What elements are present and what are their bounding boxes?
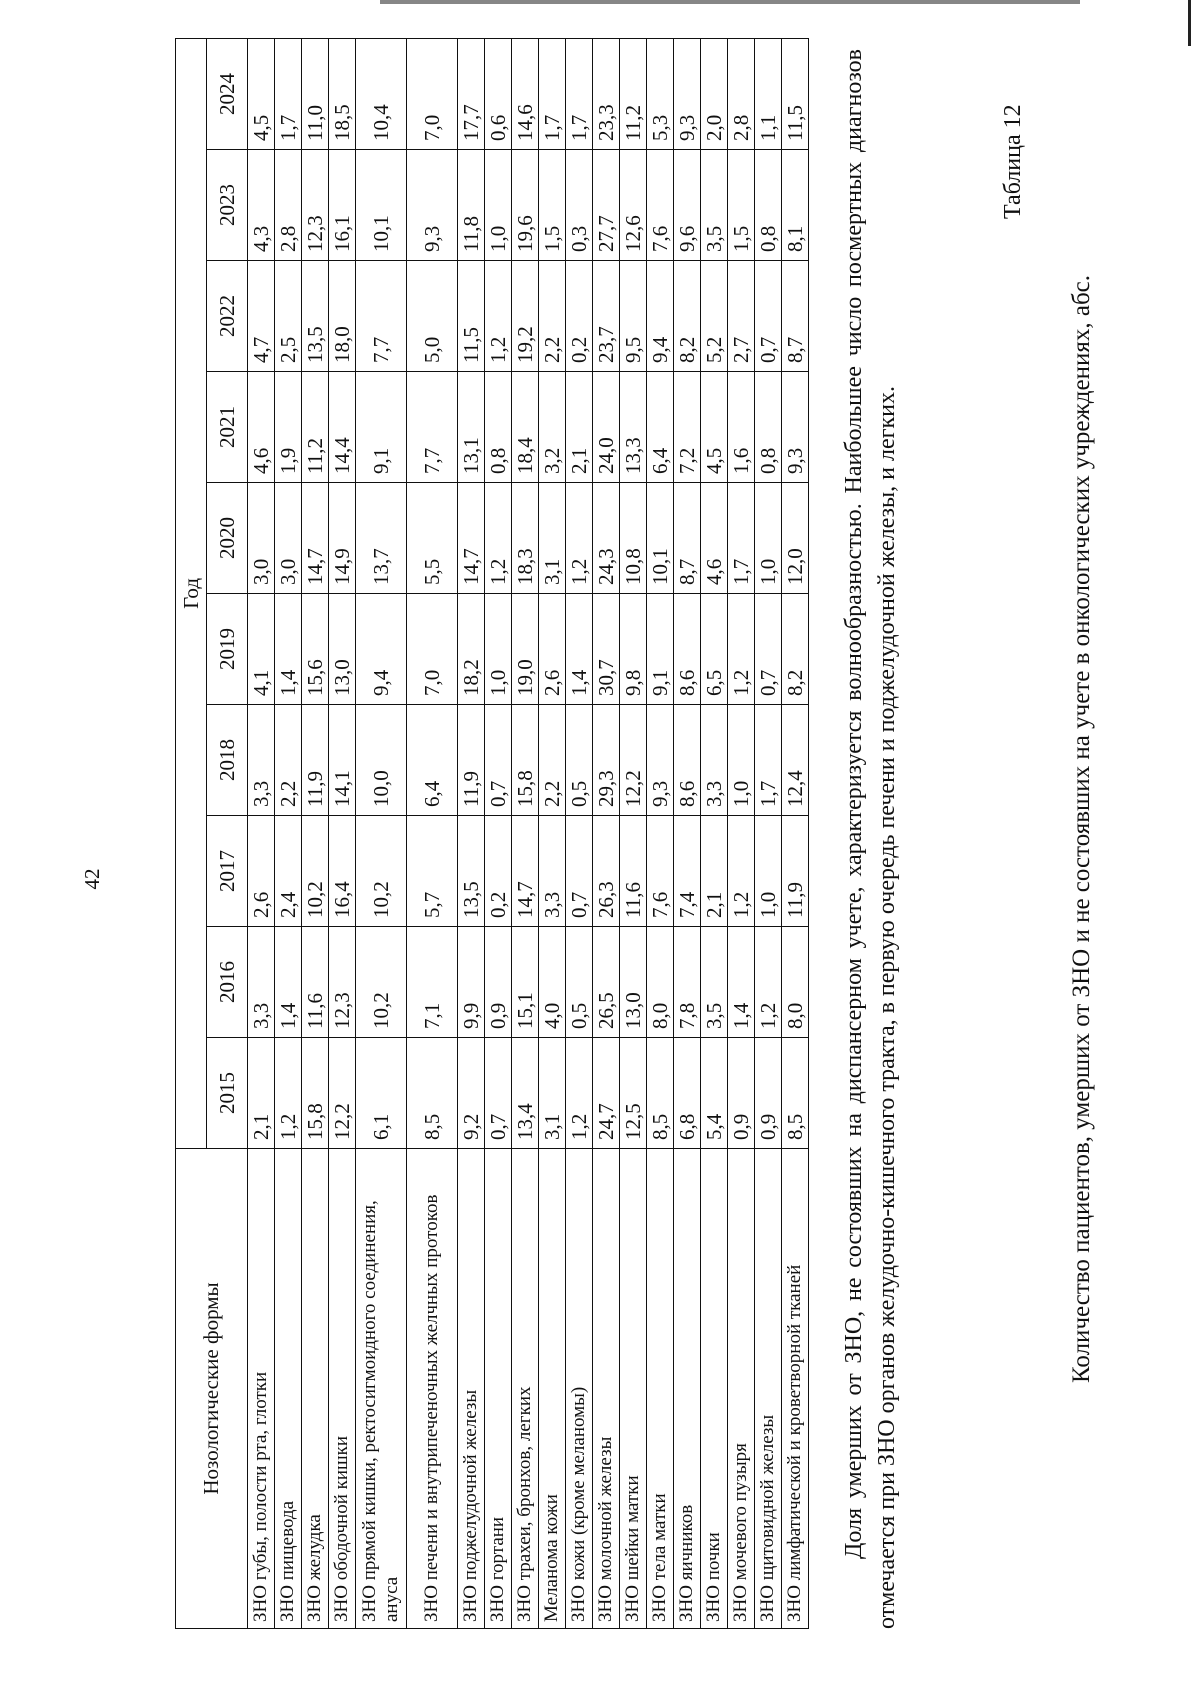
table-cell-2017: 7,4 <box>674 816 701 927</box>
table-cell-2023: 7,6 <box>647 150 674 261</box>
table-cell-2022: 7,7 <box>356 261 407 372</box>
table-cell-2021: 3,2 <box>539 372 566 483</box>
table-cell-2023: 9,3 <box>407 150 458 261</box>
table-cell-2015: 2,1 <box>248 1038 275 1149</box>
row-label: Меланома кожи <box>539 1149 566 1629</box>
header-year-2017: 2017 <box>207 816 248 927</box>
table-cell-2018: 0,5 <box>566 705 593 816</box>
table-cell-2016: 8,0 <box>782 927 809 1038</box>
table-cell-2016: 1,4 <box>275 927 302 1038</box>
row-label: ЗНО желудка <box>302 1149 329 1629</box>
table-cell-2015: 8,5 <box>782 1038 809 1149</box>
table-cell-2018: 10,0 <box>356 705 407 816</box>
table-cell-2020: 18,3 <box>512 483 539 594</box>
table-cell-2018: 1,0 <box>728 705 755 816</box>
table-cell-2015: 0,9 <box>728 1038 755 1149</box>
table-cell-2023: 0,8 <box>755 150 782 261</box>
row-label: ЗНО яичников <box>674 1149 701 1629</box>
table-row <box>512 38 539 1628</box>
table-cell-2023: 1,5 <box>728 150 755 261</box>
table-cell-2017: 10,2 <box>302 816 329 927</box>
table-cell-2023: 12,3 <box>302 150 329 261</box>
table-cell-2022: 8,2 <box>674 261 701 372</box>
table-caption: Количество пациентов, умерших от ЗНО и не состоявших на учете в онкологических учреждениях, абс. <box>1068 274 1095 1384</box>
table-cell-2015: 8,5 <box>647 1038 674 1149</box>
table-cell-2017: 2,6 <box>248 816 275 927</box>
table-cell-2020: 1,2 <box>566 483 593 594</box>
table-cell-2023: 2,8 <box>275 150 302 261</box>
table-cell-2022: 2,7 <box>728 261 755 372</box>
table-cell-2024: 2,0 <box>701 38 728 149</box>
body-paragraph: Доля умерших от ЗНО, не состоявших на диспансерном учете, характеризуется волнообразностью. Наибольшее число посмертных диагнозов отмечается при ЗНО органов желудочно-кишечного тракта, в первую очередь печени и поджелудочной железы, и легких. <box>841 49 900 1629</box>
table-cell-2021: 14,4 <box>329 372 356 483</box>
header-year-2020: 2020 <box>207 483 248 594</box>
table-cell-2017: 0,2 <box>485 816 512 927</box>
table-cell-2024: 2,8 <box>728 38 755 149</box>
row-label: ЗНО пищевода <box>275 1149 302 1629</box>
table-row <box>593 38 620 1628</box>
table-cell-2018: 12,2 <box>620 705 647 816</box>
row-label: ЗНО губы, полости рта, глотки <box>248 1149 275 1629</box>
table-cell-2017: 5,7 <box>407 816 458 927</box>
table-row <box>356 38 407 1628</box>
table-cell-2023: 3,5 <box>701 150 728 261</box>
table-cell-2017: 10,2 <box>356 816 407 927</box>
table-cell-2022: 0,7 <box>755 261 782 372</box>
table-cell-2016: 11,6 <box>302 927 329 1038</box>
table-cell-2019: 9,1 <box>647 594 674 705</box>
table-cell-2021: 18,4 <box>512 372 539 483</box>
table-cell-2016: 7,8 <box>674 927 701 1038</box>
table-cell-2016: 10,2 <box>356 927 407 1038</box>
table-cell-2016: 1,4 <box>728 927 755 1038</box>
table-cell-2018: 6,4 <box>407 705 458 816</box>
row-label: ЗНО ободочной кишки <box>329 1149 356 1629</box>
table-cell-2015: 1,2 <box>566 1038 593 1149</box>
table-cell-2022: 13,5 <box>302 261 329 372</box>
table-cell-2020: 1,7 <box>728 483 755 594</box>
table-cell-2018: 11,9 <box>458 705 485 816</box>
table-cell-2018: 9,3 <box>647 705 674 816</box>
table-cell-2019: 1,2 <box>728 594 755 705</box>
table-cell-2016: 3,5 <box>701 927 728 1038</box>
table-cell-2019: 0,7 <box>755 594 782 705</box>
table-row <box>782 38 809 1628</box>
table-cell-2017: 16,4 <box>329 816 356 927</box>
table-cell-2016: 8,0 <box>647 927 674 1038</box>
table-cell-2024: 0,6 <box>485 38 512 149</box>
table-cell-2018: 8,6 <box>674 705 701 816</box>
row-label: ЗНО трахеи, бронхов, легких <box>512 1149 539 1629</box>
table-cell-2016: 15,1 <box>512 927 539 1038</box>
table-cell-2024: 1,7 <box>275 38 302 149</box>
row-label: ЗНО щитовидной железы <box>755 1149 782 1629</box>
row-label: ЗНО гортани <box>485 1149 512 1629</box>
header-year-2022: 2022 <box>207 261 248 372</box>
table-cell-2023: 9,6 <box>674 150 701 261</box>
table-cell-2020: 12,0 <box>782 483 809 594</box>
table-cell-2017: 13,5 <box>458 816 485 927</box>
table-cell-2016: 0,5 <box>566 927 593 1038</box>
table-cell-2022: 11,5 <box>458 261 485 372</box>
table-cell-2018: 0,7 <box>485 705 512 816</box>
table-cell-2020: 14,9 <box>329 483 356 594</box>
table-cell-2019: 7,0 <box>407 594 458 705</box>
table-cell-2020: 3,0 <box>275 483 302 594</box>
table-cell-2024: 5,3 <box>647 38 674 149</box>
table-cell-2017: 2,4 <box>275 816 302 927</box>
table-cell-2020: 3,0 <box>248 483 275 594</box>
table-cell-2022: 5,0 <box>407 261 458 372</box>
table-cell-2015: 5,4 <box>701 1038 728 1149</box>
mortality-share-table <box>175 38 809 1629</box>
table-cell-2019: 8,2 <box>782 594 809 705</box>
row-label: ЗНО кожи (кроме меланомы) <box>566 1149 593 1629</box>
table-cell-2016: 3,3 <box>248 927 275 1038</box>
table-cell-2024: 11,2 <box>620 38 647 149</box>
table-cell-2022: 19,2 <box>512 261 539 372</box>
table-cell-2016: 7,1 <box>407 927 458 1038</box>
table-cell-2018: 3,3 <box>248 705 275 816</box>
table-cell-2023: 11,8 <box>458 150 485 261</box>
header-year-2024: 2024 <box>207 38 248 149</box>
header-year-2021: 2021 <box>207 372 248 483</box>
table-cell-2020: 14,7 <box>302 483 329 594</box>
table-row <box>728 38 755 1628</box>
table-cell-2024: 14,6 <box>512 38 539 149</box>
table-cell-2021: 4,5 <box>701 372 728 483</box>
table-cell-2022: 2,5 <box>275 261 302 372</box>
table-cell-2015: 0,9 <box>755 1038 782 1149</box>
table-cell-2015: 15,8 <box>302 1038 329 1149</box>
table-cell-2021: 2,1 <box>566 372 593 483</box>
table-cell-2015: 3,1 <box>539 1038 566 1149</box>
table-row <box>620 38 647 1628</box>
table-cell-2021: 7,2 <box>674 372 701 483</box>
table-cell-2015: 1,2 <box>275 1038 302 1149</box>
table-cell-2023: 8,1 <box>782 150 809 261</box>
table-row <box>485 38 512 1628</box>
table-cell-2022: 2,2 <box>539 261 566 372</box>
table-cell-2015: 12,5 <box>620 1038 647 1149</box>
table-row <box>674 38 701 1628</box>
table-cell-2015: 0,7 <box>485 1038 512 1149</box>
table-cell-2022: 5,2 <box>701 261 728 372</box>
table-cell-2021: 4,6 <box>248 372 275 483</box>
table-cell-2022: 0,2 <box>566 261 593 372</box>
table-cell-2024: 11,0 <box>302 38 329 149</box>
table-cell-2016: 4,0 <box>539 927 566 1038</box>
table-cell-2018: 2,2 <box>275 705 302 816</box>
table-cell-2024: 4,5 <box>248 38 275 149</box>
row-label: ЗНО прямой кишки, ректосигмоидного соединения, ануса <box>356 1149 407 1629</box>
table-cell-2015: 8,5 <box>407 1038 458 1149</box>
table-cell-2023: 0,3 <box>566 150 593 261</box>
table-cell-2018: 12,4 <box>782 705 809 816</box>
table-row <box>701 38 728 1628</box>
table-row <box>407 38 458 1628</box>
table-cell-2024: 10,4 <box>356 38 407 149</box>
table-cell-2016: 13,0 <box>620 927 647 1038</box>
table-row <box>566 38 593 1628</box>
table-cell-2018: 3,3 <box>701 705 728 816</box>
table-cell-2020: 24,3 <box>593 483 620 594</box>
table-cell-2024: 1,7 <box>566 38 593 149</box>
table-cell-2020: 8,7 <box>674 483 701 594</box>
table-cell-2023: 12,6 <box>620 150 647 261</box>
table-row <box>248 38 275 1628</box>
table-cell-2022: 8,7 <box>782 261 809 372</box>
table-number-label: Таблица 12 <box>1000 104 1026 219</box>
table-cell-2017: 1,2 <box>728 816 755 927</box>
row-label: ЗНО шейки матки <box>620 1149 647 1629</box>
table-cell-2020: 14,7 <box>458 483 485 594</box>
table-cell-2016: 12,3 <box>329 927 356 1038</box>
table-row <box>458 38 485 1628</box>
table-cell-2023: 27,7 <box>593 150 620 261</box>
header-year-2015: 2015 <box>207 1038 248 1149</box>
table-cell-2015: 24,7 <box>593 1038 620 1149</box>
table-cell-2022: 1,2 <box>485 261 512 372</box>
table-cell-2019: 9,4 <box>356 594 407 705</box>
table-cell-2021: 1,6 <box>728 372 755 483</box>
table-cell-2020: 1,0 <box>755 483 782 594</box>
table-cell-2019: 4,1 <box>248 594 275 705</box>
table-cell-2023: 4,3 <box>248 150 275 261</box>
table-cell-2020: 1,2 <box>485 483 512 594</box>
table-cell-2021: 0,8 <box>755 372 782 483</box>
row-label: ЗНО тела матки <box>647 1149 674 1629</box>
header-year-2018: 2018 <box>207 705 248 816</box>
table-cell-2019: 15,6 <box>302 594 329 705</box>
table-cell-2022: 9,5 <box>620 261 647 372</box>
header-nosological-forms: Нозологические формы <box>176 1149 248 1629</box>
table-cell-2017: 1,0 <box>755 816 782 927</box>
table-cell-2019: 9,8 <box>620 594 647 705</box>
table-row <box>539 38 566 1628</box>
table-cell-2015: 12,2 <box>329 1038 356 1149</box>
table-cell-2020: 10,1 <box>647 483 674 594</box>
table-cell-2016: 9,9 <box>458 927 485 1038</box>
table-cell-2015: 6,8 <box>674 1038 701 1149</box>
table-cell-2021: 13,1 <box>458 372 485 483</box>
table-cell-2024: 18,5 <box>329 38 356 149</box>
row-label: ЗНО молочной железы <box>593 1149 620 1629</box>
table-cell-2021: 13,3 <box>620 372 647 483</box>
table-cell-2021: 1,9 <box>275 372 302 483</box>
table-cell-2024: 23,3 <box>593 38 620 149</box>
table-cell-2019: 1,4 <box>566 594 593 705</box>
table-cell-2021: 11,2 <box>302 372 329 483</box>
table-cell-2022: 18,0 <box>329 261 356 372</box>
header-year: Год <box>176 38 207 1148</box>
table-cell-2024: 1,1 <box>755 38 782 149</box>
table-cell-2022: 9,4 <box>647 261 674 372</box>
table-cell-2020: 5,5 <box>407 483 458 594</box>
table-cell-2021: 9,1 <box>356 372 407 483</box>
row-label: ЗНО мочевого пузыря <box>728 1149 755 1629</box>
table-cell-2019: 8,6 <box>674 594 701 705</box>
table-cell-2019: 13,0 <box>329 594 356 705</box>
table-cell-2016: 0,9 <box>485 927 512 1038</box>
table-cell-2015: 9,2 <box>458 1038 485 1149</box>
table-cell-2023: 1,5 <box>539 150 566 261</box>
table-row <box>755 38 782 1628</box>
table-cell-2017: 3,3 <box>539 816 566 927</box>
table-cell-2020: 13,7 <box>356 483 407 594</box>
table-cell-2019: 30,7 <box>593 594 620 705</box>
table-cell-2021: 6,4 <box>647 372 674 483</box>
table-cell-2022: 23,7 <box>593 261 620 372</box>
header-year-2023: 2023 <box>207 150 248 261</box>
table-cell-2017: 11,6 <box>620 816 647 927</box>
table-cell-2018: 11,9 <box>302 705 329 816</box>
table-cell-2016: 26,5 <box>593 927 620 1038</box>
table-cell-2018: 29,3 <box>593 705 620 816</box>
table-cell-2016: 1,2 <box>755 927 782 1038</box>
table-cell-2019: 18,2 <box>458 594 485 705</box>
row-label: ЗНО лимфатической и кроветворной тканей <box>782 1149 809 1629</box>
table-cell-2015: 6,1 <box>356 1038 407 1149</box>
table-row <box>302 38 329 1628</box>
table-cell-2024: 7,0 <box>407 38 458 149</box>
table-cell-2015: 13,4 <box>512 1038 539 1149</box>
table-cell-2017: 14,7 <box>512 816 539 927</box>
table-cell-2019: 1,4 <box>275 594 302 705</box>
table-cell-2017: 0,7 <box>566 816 593 927</box>
table-cell-2023: 1,0 <box>485 150 512 261</box>
table-cell-2023: 19,6 <box>512 150 539 261</box>
table-cell-2019: 1,0 <box>485 594 512 705</box>
table-cell-2020: 4,6 <box>701 483 728 594</box>
table-row <box>275 38 302 1628</box>
table-cell-2018: 15,8 <box>512 705 539 816</box>
header-year-2016: 2016 <box>207 927 248 1038</box>
table-cell-2018: 14,1 <box>329 705 356 816</box>
row-label: ЗНО поджелудочной железы <box>458 1149 485 1629</box>
table-cell-2020: 3,1 <box>539 483 566 594</box>
table-cell-2017: 26,3 <box>593 816 620 927</box>
table-cell-2024: 9,3 <box>674 38 701 149</box>
table-cell-2024: 1,7 <box>539 38 566 149</box>
table-cell-2017: 7,6 <box>647 816 674 927</box>
table-cell-2019: 2,6 <box>539 594 566 705</box>
table-cell-2024: 11,5 <box>782 38 809 149</box>
table-cell-2019: 6,5 <box>701 594 728 705</box>
page-number: 42 <box>80 868 104 890</box>
table-cell-2018: 2,2 <box>539 705 566 816</box>
table-cell-2018: 1,7 <box>755 705 782 816</box>
table-cell-2022: 4,7 <box>248 261 275 372</box>
table-cell-2024: 17,7 <box>458 38 485 149</box>
table-cell-2023: 16,1 <box>329 150 356 261</box>
table-cell-2021: 7,7 <box>407 372 458 483</box>
row-label: ЗНО печени и внутрипеченочных желчных протоков <box>407 1149 458 1629</box>
table-cell-2021: 0,8 <box>485 372 512 483</box>
table-row <box>329 38 356 1628</box>
table-cell-2023: 10,1 <box>356 150 407 261</box>
header-year-2019: 2019 <box>207 594 248 705</box>
row-label: ЗНО почки <box>701 1149 728 1629</box>
table-row <box>647 38 674 1628</box>
table-cell-2017: 11,9 <box>782 816 809 927</box>
table-cell-2021: 9,3 <box>782 372 809 483</box>
table-cell-2019: 19,0 <box>512 594 539 705</box>
table-cell-2021: 24,0 <box>593 372 620 483</box>
table-cell-2017: 2,1 <box>701 816 728 927</box>
table-cell-2020: 10,8 <box>620 483 647 594</box>
